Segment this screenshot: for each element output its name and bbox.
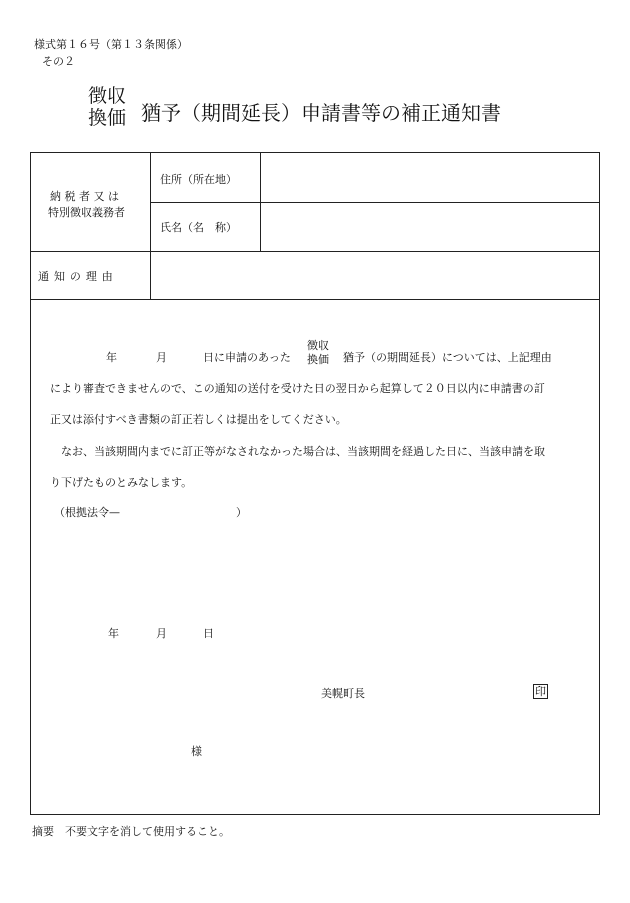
form-frame [30,152,600,815]
collection-type-top: 徴収 [307,339,329,352]
legal-basis-open: （根拠法令— [54,506,120,519]
issue-day-label: 日 [203,627,214,640]
address-label: 住所（所在地） [160,173,237,186]
taxpayer-label-line2: 特別徴収義務者 [48,206,125,219]
body-line-5: り下げたものとみなします。 [50,476,193,489]
seal-icon: 印 [535,685,546,698]
title-stack [88,85,126,129]
title-stack-top: 徴収 [88,85,127,107]
issuer-name: 美幌町長 [321,687,365,700]
reason-field[interactable] [160,263,590,289]
legal-basis-close: ） [236,506,247,519]
title-stack-bottom: 換価 [88,107,127,129]
divider-label-column [150,153,151,299]
date-year-label: 年 [106,351,117,364]
date-month-label: 月 [156,351,167,364]
recipient-suffix: 様 [191,745,202,758]
divider-field-column [260,153,261,251]
body-line-4: なお、当該期間内までに訂正等がなされなかった場合は、当該期間を経過した日に、当該申請を取 [61,445,545,458]
footnote: 摘要 不要文字を消して使用すること。 [32,825,230,838]
divider-address-name [150,202,599,203]
name-field[interactable] [271,219,591,239]
reason-label: 通知の理由 [38,270,118,283]
taxpayer-label-line1: 納 税 者 又 は [50,190,119,203]
page-title: 猶予（期間延長）申請書等の補正通知書 [141,101,501,125]
body-line-1-rest: 猶予（の期間延長）については、上記理由 [343,351,552,364]
name-label: 氏名（名 称） [160,221,237,234]
collection-type-bottom: 換価 [307,353,329,366]
body-line-2: により審査できませんので、この通知の送付を受けた日の翌日から起算して２０日以内に申請書の訂 [50,382,545,395]
issue-month-label: 月 [156,627,167,640]
divider-reason-body [31,299,599,300]
divider-taxpayer-reason [31,251,599,252]
issue-year-label: 年 [108,627,119,640]
body-line-3: 正又は添付すべき書類の訂正若しくは提出をしてください。 [50,413,347,426]
form-sub: その２ [42,55,75,68]
application-date-text: 日に申請のあった [203,351,291,364]
collection-type-stack [307,339,329,367]
address-field[interactable] [271,171,591,191]
form-id: 様式第１６号（第１３条関係） [34,38,188,51]
